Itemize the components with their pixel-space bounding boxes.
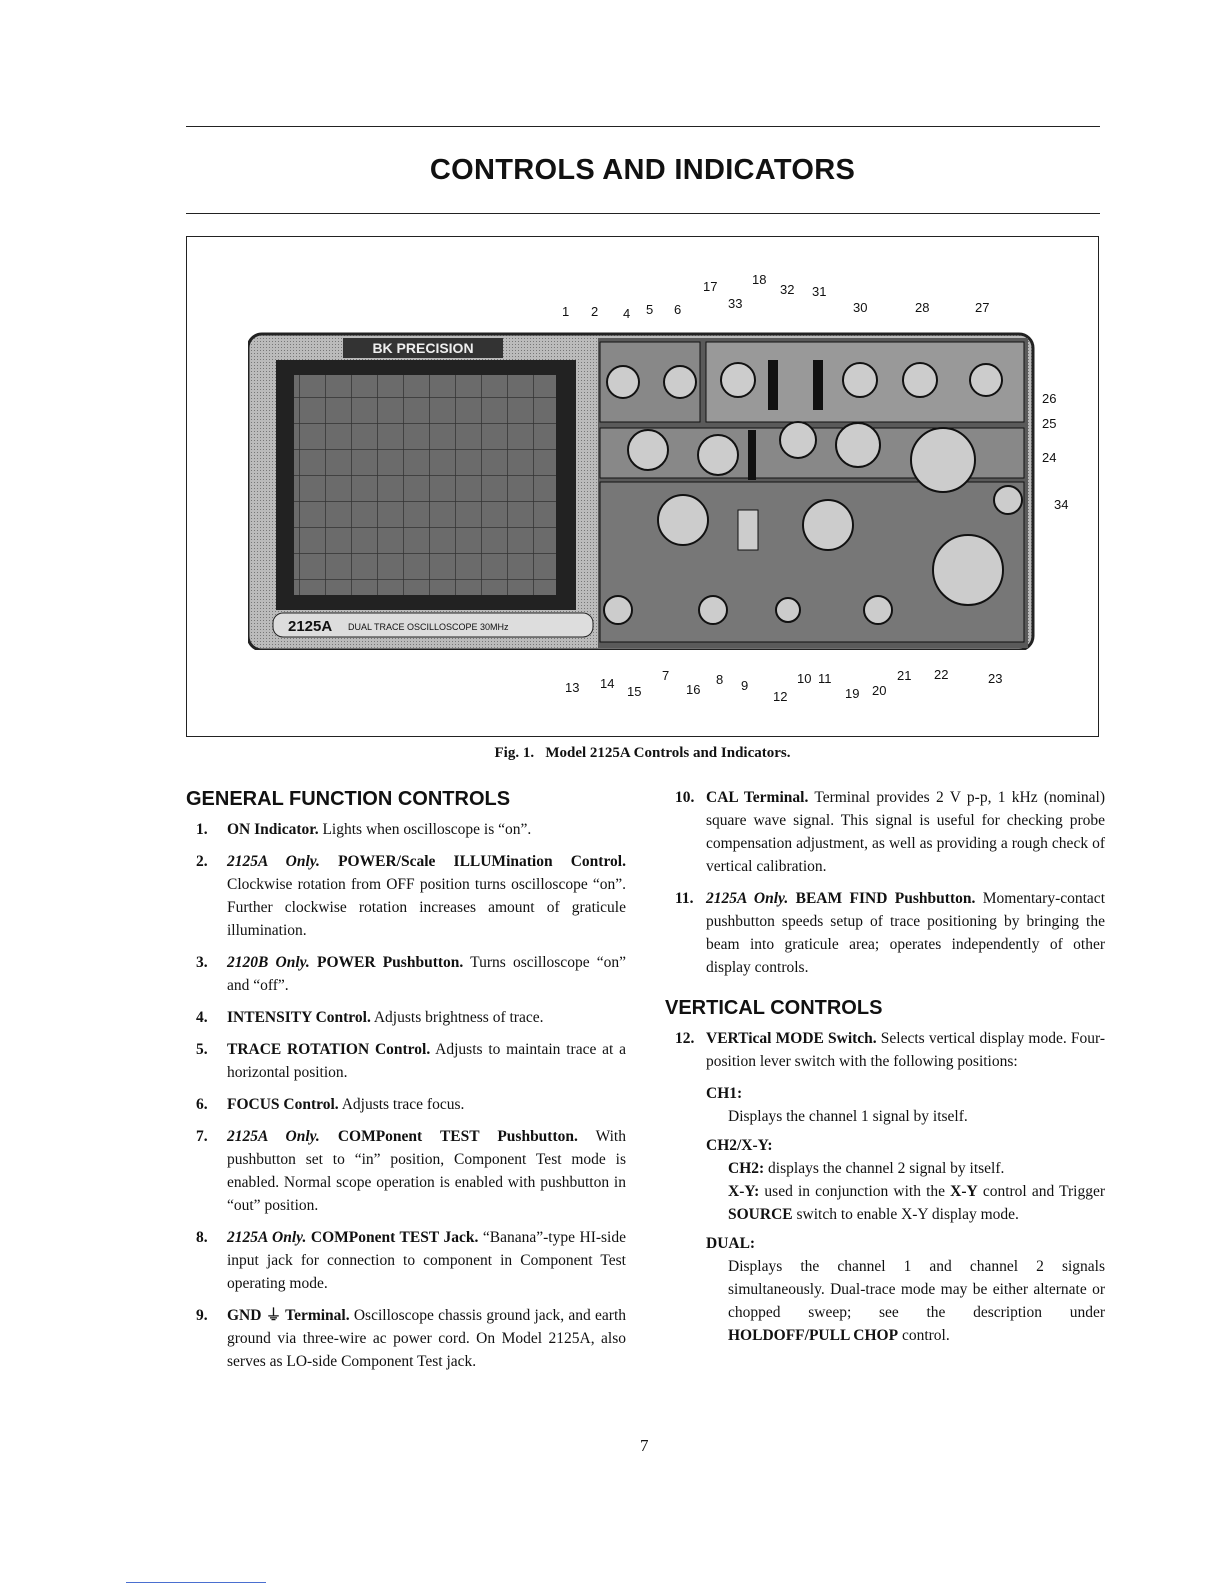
callout: 32 (780, 282, 795, 297)
caption-label: Fig. 1. (494, 745, 535, 761)
model-label: 2125A (288, 618, 333, 635)
list-item (186, 818, 626, 841)
item-text: Momentary-contact pushbutton speeds setup of trace positioning by bringing the beam into graticule area; operates independently of other display controls. (706, 890, 1105, 976)
item-number: 11. (675, 890, 694, 907)
callout: 5 (646, 302, 654, 317)
mode-list (665, 1082, 1105, 1347)
item-model-note: 2125A Only. (227, 1128, 320, 1145)
item-title: CAL Terminal. (706, 789, 809, 806)
mode-text (706, 1157, 1105, 1180)
item-title: GND ⏚ Terminal. (227, 1307, 350, 1324)
callout: 17 (703, 279, 718, 294)
item-number: 2. (196, 853, 208, 870)
item-title: COMPonent TEST Pushbutton. (319, 1128, 578, 1145)
page-number: 7 (640, 1436, 649, 1455)
mode-text: Displays the channel 1 signal by itself. (728, 1108, 968, 1125)
item-number: 7. (196, 1128, 208, 1145)
section-heading: GENERAL FUNCTION CONTROLS (186, 788, 511, 810)
mode-label: CH1: (706, 1085, 743, 1102)
oscilloscope-photo (248, 320, 1038, 650)
item-text: Adjusts brightness of trace. (370, 1009, 544, 1026)
callout: 31 (812, 284, 827, 299)
item-title: POWER/Scale ILLUMination Control. (319, 853, 626, 870)
mode-sub-label: CH2: (728, 1160, 765, 1177)
item-number: 10. (675, 789, 695, 806)
item-model-note: 2125A Only. (706, 890, 789, 907)
item-text: Lights when oscilloscope is “on”. (318, 821, 532, 838)
list-item (186, 1304, 626, 1373)
figure-caption (0, 745, 1225, 762)
mode-sub-label: SOURCE (728, 1206, 793, 1223)
callout: 11 (818, 671, 832, 686)
page-title: CONTROLS AND INDICATORS (429, 154, 856, 186)
callout: 10 (797, 671, 812, 686)
left-column (186, 786, 626, 1382)
mode-sub-text: displays the channel 2 signal by itself. (764, 1160, 1005, 1177)
item-number: 6. (196, 1096, 208, 1113)
item-text: Adjusts trace focus. (338, 1096, 465, 1113)
callout: 4 (623, 306, 631, 321)
mode-sub-text: switch to enable X-Y display mode. (792, 1206, 1019, 1223)
callout: 26 (1042, 391, 1057, 406)
callout: 9 (741, 678, 749, 693)
callout: 2 (591, 304, 599, 319)
item-number: 5. (196, 1041, 208, 1058)
list-item (186, 1006, 626, 1029)
callout: 25 (1042, 416, 1057, 431)
mode-label: DUAL: (706, 1235, 756, 1252)
callout: 6 (674, 302, 682, 317)
callout: 13 (565, 680, 580, 695)
item-title: POWER Pushbutton. (309, 954, 464, 971)
model-desc: DUAL TRACE OSCILLOSCOPE 30MHz (348, 622, 509, 632)
item-title: VERTical MODE Switch. (706, 1030, 877, 1047)
caption-text: Model 2125A Controls and Indicators. (545, 745, 791, 761)
callout: 21 (897, 668, 912, 683)
item-number: 3. (196, 954, 208, 971)
mode-sub-label: X-Y: (728, 1183, 760, 1200)
item-text: Terminal provides 2 V p-p, 1 kHz (nominal) square wave signal. This signal is useful for checking probe compensation adjustment, as well as providing a rough check of vertical calibration. (706, 789, 1105, 875)
mode-sub-text: Displays the channel 1 and channel 2 signals simultaneously. Dual-trace mode may be either alternate or chopped sweep; see the description under (728, 1258, 1105, 1321)
callout: 28 (915, 300, 930, 315)
callout: 15 (627, 684, 642, 699)
item-model-note: 2125A Only. (227, 1229, 307, 1246)
mode-sub-text: control. (898, 1327, 950, 1344)
item-number: 1. (196, 821, 208, 838)
item-model-note: 2120B Only. (227, 954, 310, 971)
item-text: Oscilloscope chassis ground jack, and earth ground via three-wire ac power cord. On Model 2125A, also serves as LO-side Component Test jack. (227, 1307, 627, 1370)
callout: 18 (752, 272, 767, 287)
callout: 34 (1054, 497, 1069, 512)
list-item (186, 1125, 626, 1217)
callout: 16 (686, 682, 701, 697)
right-column (665, 786, 1105, 1347)
item-number: 4. (196, 1009, 208, 1026)
callout: 22 (934, 667, 949, 682)
list-item (186, 1093, 626, 1116)
list-item (186, 951, 626, 997)
item-model-note: 2125A Only. (227, 853, 320, 870)
section-heading: VERTICAL CONTROLS (665, 997, 883, 1019)
callout: 14 (600, 676, 615, 691)
callout: 1 (562, 304, 570, 319)
item-title: TRACE ROTATION Control. (227, 1041, 431, 1058)
mode-text (706, 1180, 1105, 1226)
item-text: With pushbutton set to “in” position, Component Test mode is enabled. Normal scope operation is enabled with pushbutton in “out” position. (227, 1128, 626, 1214)
item-number: 8. (196, 1229, 208, 1246)
list-item (186, 850, 626, 942)
callout: 20 (872, 683, 887, 698)
callout: 12 (773, 689, 788, 704)
item-number: 9. (196, 1307, 208, 1324)
mode-label: CH2/X-Y: (706, 1137, 773, 1154)
item-title: INTENSITY Control. (227, 1009, 371, 1026)
item-text: “Banana”-type HI-side input jack for connection to component in Component Test operating mode. (227, 1229, 626, 1292)
list-item (186, 1038, 626, 1084)
item-title: BEAM FIND Pushbutton. (788, 890, 976, 907)
mode-sub-label: X-Y (950, 1183, 978, 1200)
mode-sub-text: used in conjunction with the (759, 1183, 951, 1200)
callout: 19 (845, 686, 860, 701)
list-item (665, 786, 1105, 878)
callout: 8 (716, 672, 724, 687)
item-title: COMPonent TEST Jack. (306, 1229, 479, 1246)
item-text: Turns oscilloscope “on” and “off”. (227, 954, 626, 994)
callout: 23 (988, 671, 1003, 686)
list-item (186, 1226, 626, 1295)
mode-sub-text: control and Trigger (977, 1183, 1106, 1200)
item-text: Adjusts to maintain trace at a horizontal position. (227, 1041, 626, 1081)
brand-logo: BK PRECISION (372, 340, 474, 356)
item-text: Selects vertical display mode. Four-position lever switch with the following positions: (706, 1030, 1105, 1070)
callout: 7 (662, 668, 670, 683)
top-rule (186, 126, 1100, 127)
item-title: FOCUS Control. (227, 1096, 339, 1113)
list-item (665, 1027, 1105, 1073)
item-title: ON Indicator. (227, 821, 319, 838)
callout: 30 (853, 300, 868, 315)
callout: 33 (728, 296, 743, 311)
mode-text (706, 1255, 1105, 1347)
item-number: 12. (675, 1030, 695, 1047)
footer-line (126, 1582, 266, 1583)
item-text: Clockwise rotation from OFF position turns oscilloscope “on”. Further clockwise rotation increases amount of graticule illumination. (227, 876, 626, 939)
mode-sub-label: HOLDOFF/PULL CHOP (728, 1327, 899, 1344)
title-rule (186, 213, 1100, 214)
callout: 24 (1042, 450, 1057, 465)
list-item (665, 887, 1105, 979)
callout: 27 (975, 300, 990, 315)
